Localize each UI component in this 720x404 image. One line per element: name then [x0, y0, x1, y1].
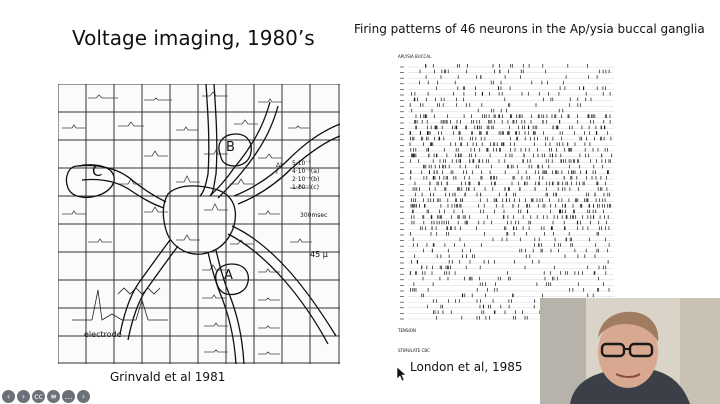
cell-b-label: B	[226, 140, 235, 155]
voltage-imaging-figure	[58, 84, 340, 364]
cell-c-label: C	[92, 162, 103, 180]
more-icon[interactable]: …	[62, 390, 75, 403]
optical-traces	[62, 92, 312, 354]
captions-icon[interactable]: cc	[32, 390, 45, 403]
legend-3: 2·10⁻⁴(b)	[292, 176, 320, 183]
slide-title-right: Firing patterns of 46 neurons in the Ap/ysia buccal ganglia	[354, 22, 705, 36]
mouse-cursor-icon	[396, 366, 406, 382]
tension-label: TENSION	[398, 328, 416, 333]
slide-title-left: Voltage imaging, 1980’s	[72, 26, 315, 50]
raster-top-label: APLYSIA BUCCAL	[398, 54, 432, 59]
legend-4: 1·10⁻⁴(c)	[292, 184, 319, 191]
menu-icon[interactable]: ≡	[47, 390, 60, 403]
electrode-label: electrode	[84, 330, 122, 339]
forward-icon[interactable]: ›	[77, 390, 90, 403]
caption-left: Grinvald et al 1981	[110, 370, 226, 384]
delta-f-label: ΔI I	[276, 162, 282, 176]
voltage-imaging-drawing	[58, 84, 340, 364]
player-controls	[0, 388, 90, 404]
legend-1: 5·10⁻⁵	[292, 160, 311, 167]
presenter-webcam	[540, 298, 720, 404]
caption-right: London et al, 1985	[410, 360, 523, 374]
cell-a-label: A	[224, 268, 233, 283]
time-scale-label: 300msec	[300, 212, 328, 219]
next-icon[interactable]: ›	[17, 390, 30, 403]
previous-icon[interactable]: ‹	[2, 390, 15, 403]
length-scale-label: 45 μ	[310, 250, 328, 259]
stimulate-label: STIMULATE CBC	[398, 348, 430, 353]
legend-2: 4·10⁻⁴(a)	[292, 168, 320, 175]
presenter-video	[540, 298, 720, 404]
